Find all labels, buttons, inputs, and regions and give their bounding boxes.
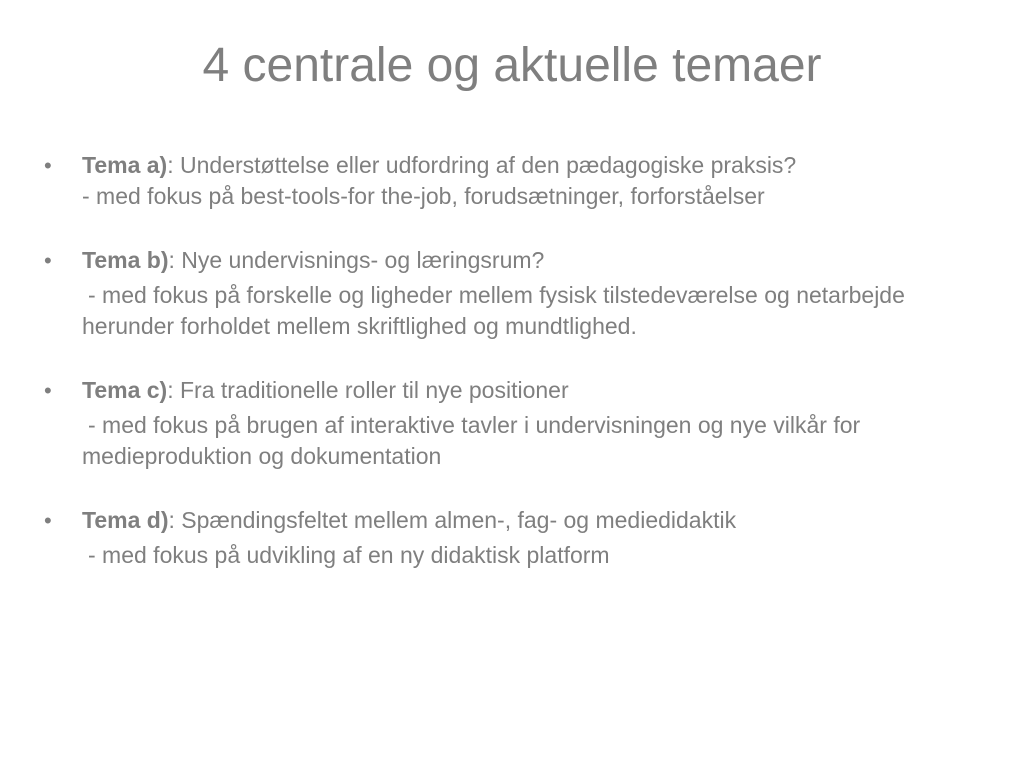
tema-label: Tema a) <box>82 152 168 178</box>
slide-title: 4 centrale og aktuelle temaer <box>202 39 822 92</box>
item-heading-line <box>82 505 984 536</box>
tema-label: Tema b) <box>82 247 169 273</box>
tema-detail: - med fokus på forskelle og ligheder mellem fysisk tilstedeværelse og netarbejde herunder forholdet mellem skriftlighed og mundtlighed. <box>82 282 905 339</box>
tema-detail: - med fokus på udvikling af en ny didaktisk platform <box>88 542 610 568</box>
tema-detail: - med fokus på best-tools-for the-job, forudsætninger, forforståelser <box>82 183 765 209</box>
bullet-list <box>44 150 984 571</box>
list-item-tema-c <box>44 375 984 472</box>
item-heading-line <box>82 375 984 406</box>
item-heading-line <box>82 150 984 181</box>
tema-label: Tema c) <box>82 377 168 403</box>
bullet-icon: • <box>44 508 52 533</box>
bullet-icon: • <box>44 153 52 178</box>
tema-label: Tema d) <box>82 507 169 533</box>
tema-heading: : Nye undervisnings- og læringsrum? <box>168 247 545 273</box>
tema-heading: : Fra traditionelle roller til nye positioner <box>167 377 569 403</box>
tema-heading: : Understøttelse eller udfordring af den pædagogiske praksis? <box>167 152 797 178</box>
tema-heading: : Spændingsfeltet mellem almen-, fag- og mediedidaktik <box>168 507 737 533</box>
list-item-tema-d <box>44 505 984 571</box>
tema-detail: - med fokus på brugen af interaktive tavler i undervisningen og nye vilkår for medieproduktion og dokumentation <box>82 412 861 469</box>
list-item-tema-a <box>44 150 984 212</box>
bullet-icon: • <box>44 248 52 273</box>
list-item-tema-b <box>44 245 984 342</box>
item-heading-line <box>82 245 984 276</box>
bullet-icon: • <box>44 378 52 403</box>
